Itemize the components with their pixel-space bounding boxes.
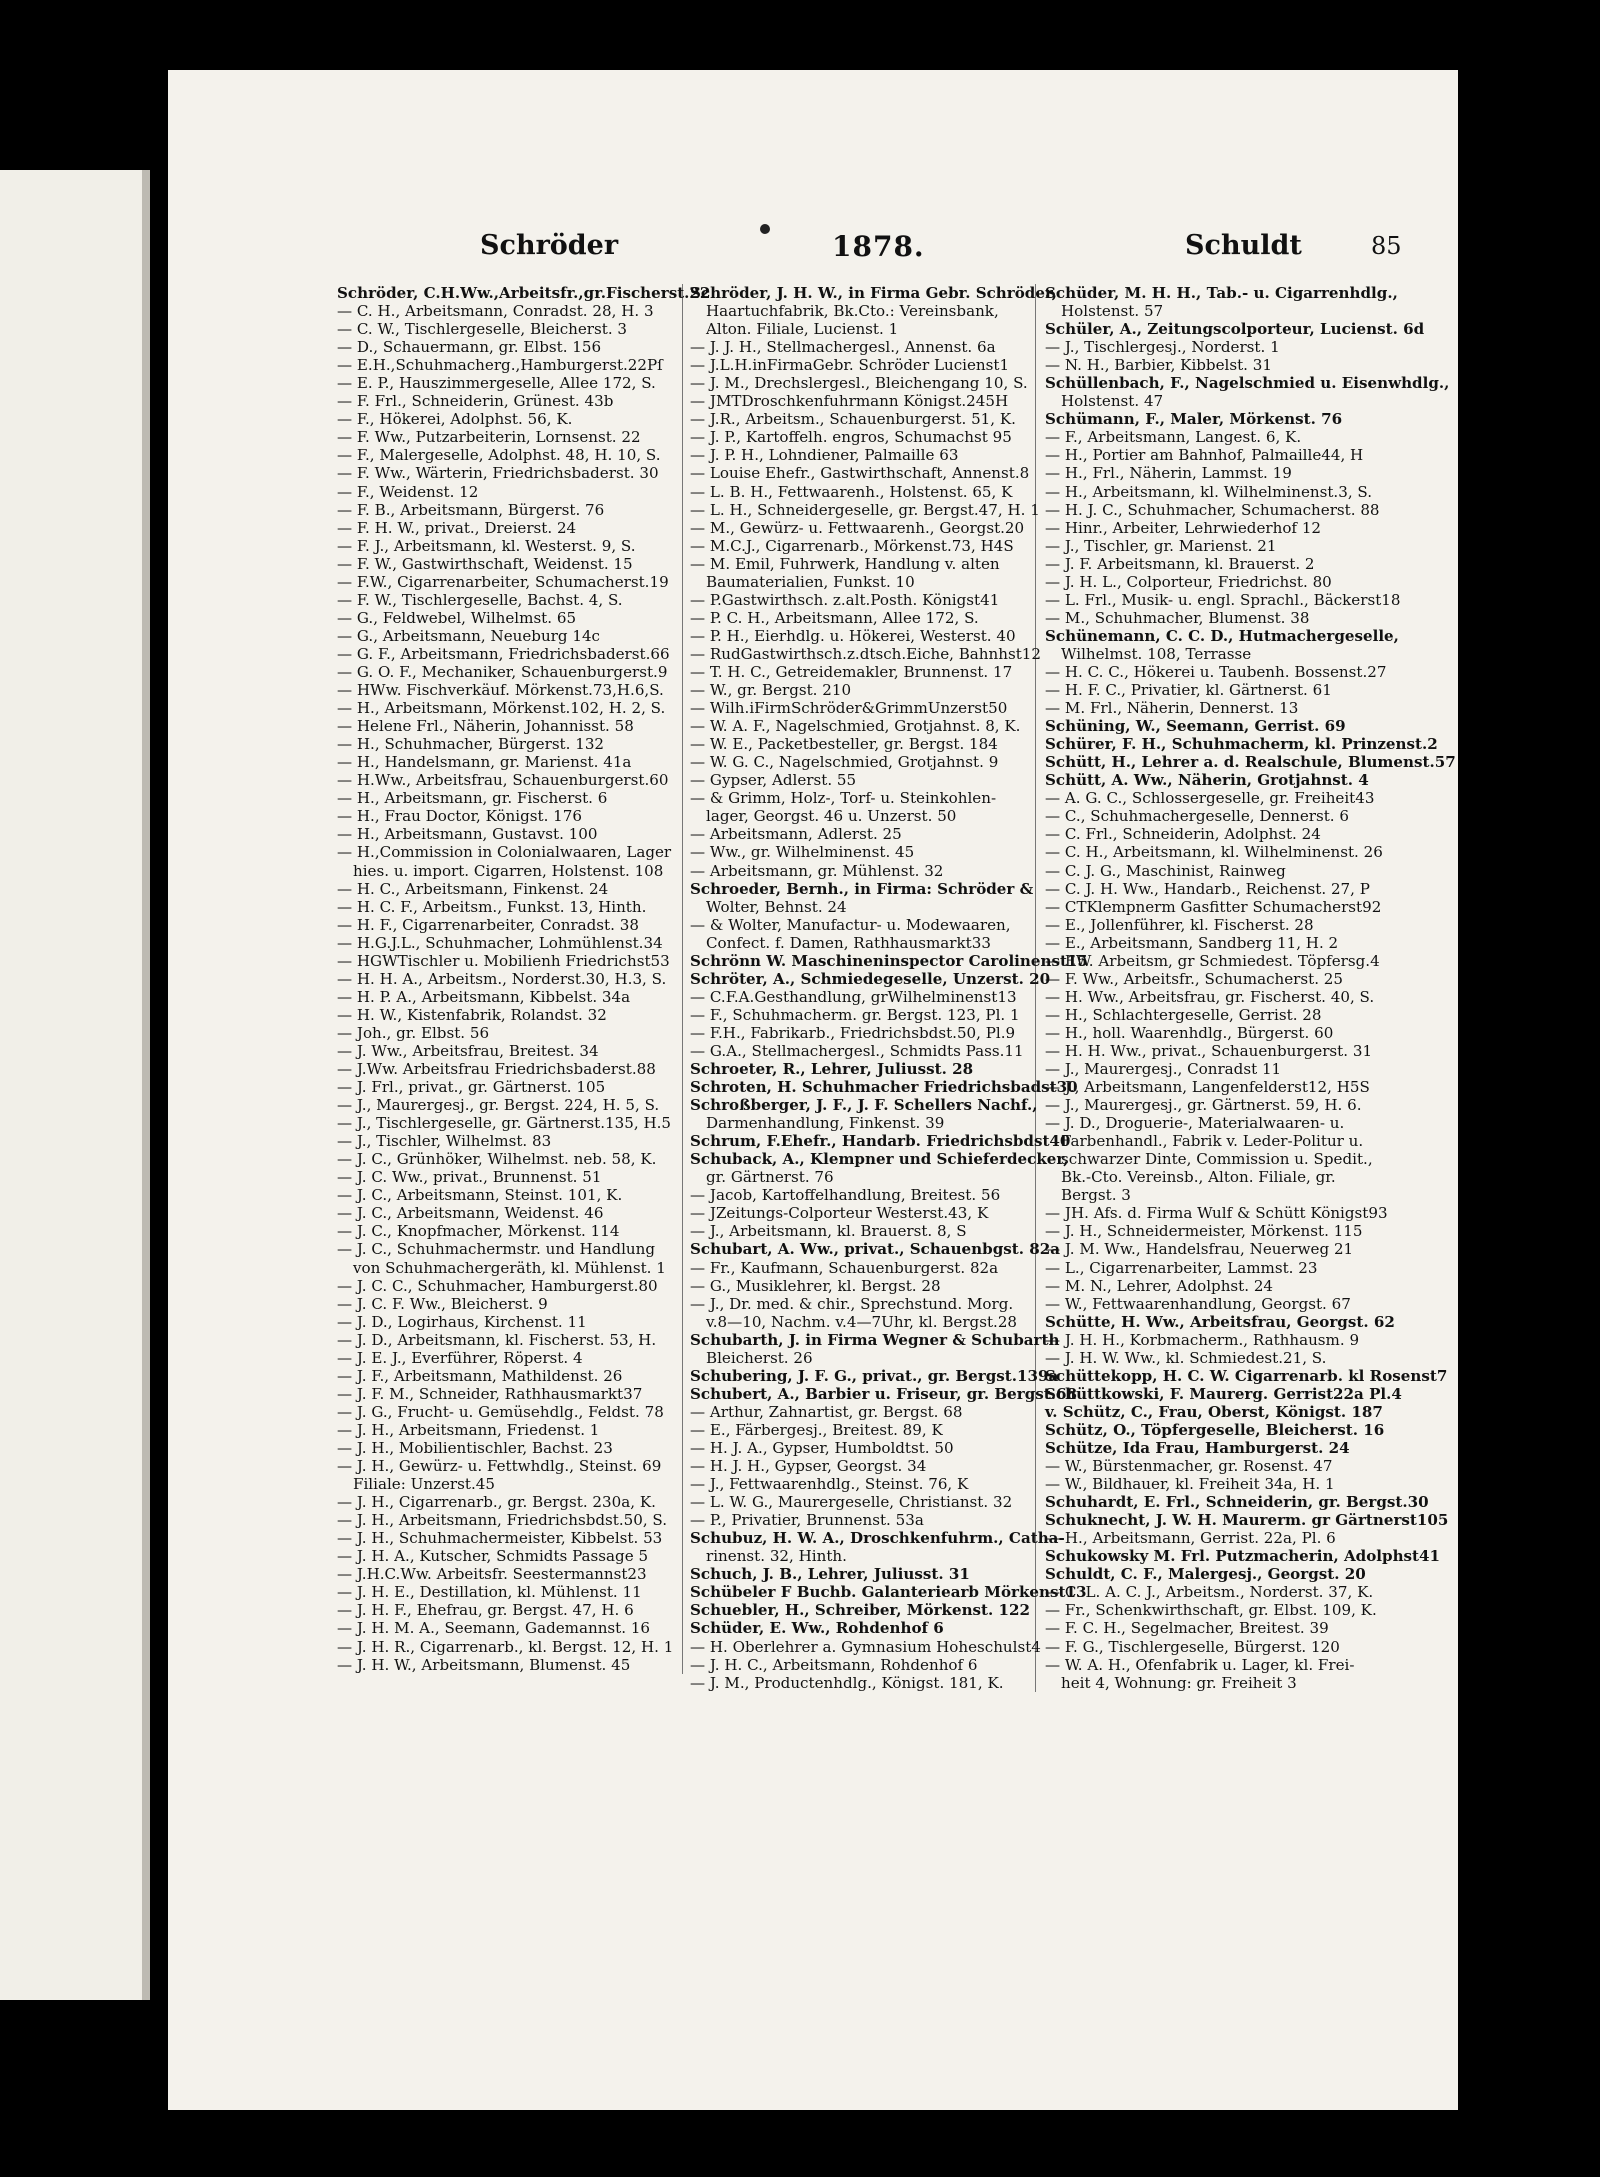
directory-entry: — M. Frl., Näherin, Dennerst. 13 [1045,699,1299,718]
directory-entry: — W., Fettwaarenhandlung, Georgst. 67 [1045,1294,1351,1313]
directory-entry: Schrum, F.Ehefr., Handarb. Friedrichsbdst40 [690,1132,1071,1151]
directory-entry: — H., Schlachtergeselle, Gerrist. 28 [1045,1005,1322,1024]
directory-entry: Schürer, F. H., Schuhmacherm, kl. Prinzenst.2 [1045,735,1438,754]
directory-entry: — C. H., Arbeitsmann, kl. Wilhelminenst. 26 [1045,843,1383,862]
directory-entry: — J., Maurergesj., gr. Bergst. 224, H. 5, S. [337,1096,660,1115]
directory-entry: Schütt, A. Ww., Näherin, Grotjahnst. 4 [1045,771,1369,790]
directory-entry: — J. M., Drechslergesl., Bleichengang 10, S. [690,374,1028,393]
directory-entry: Schroeter, R., Lehrer, Juliusst. 28 [690,1060,974,1079]
directory-entry: — J. C., Schuhmachermstr. und Handlung [337,1240,656,1259]
directory-entry: — F. Frl., Schneiderin, Grünest. 43b [337,392,614,411]
directory-entry: — C. J. G., Maschinist, Rainweg [1045,861,1286,880]
directory-entry: — J. D., Droguerie-, Materialwaaren- u. [1045,1114,1345,1133]
directory-entry: — G.A., Stellmachergesl., Schmidts Pass.11 [690,1041,1024,1060]
directory-entry: — Louise Ehefr., Gastwirthschaft, Annenst.8 [690,464,1030,483]
directory-entry: — J. C. Ww., privat., Brunnenst. 51 [337,1168,602,1187]
directory-entry: Schrönn W. Maschineninspector Carolinenst15 [690,951,1088,970]
directory-entry: — J. H. C., Arbeitsmann, Rohdenhof 6 [690,1655,978,1674]
directory-entry: — HWw. Fischverkäuf. Mörkenst.73,H.6,S. [337,681,664,700]
directory-entry: — J., Maurergesj., Conradst 11 [1045,1060,1282,1079]
directory-entry: — E.H.,Schuhmacherg.,Hamburgerst.22Pſ [337,356,663,375]
directory-entry: — J. C., Arbeitsmann, Weidenst. 46 [337,1204,604,1223]
page-number: 85 [1371,232,1402,260]
directory-entry: — W. A. H., Ofenfabrik u. Lager, kl. Frei- [1045,1655,1355,1674]
directory-entry: — RudGastwirthsch.z.dtsch.Eiche, Bahnhst12 [690,644,1041,663]
page-fold [142,170,150,2000]
directory-entry: — J. H. A., Kutscher, Schmidts Passage 5 [337,1547,649,1566]
directory-entry: Bk.-Cto. Vereinsb., Alton. Filiale, gr. [1061,1168,1336,1187]
directory-entry: — G., Arbeitsmann, Neueburg 14c [337,626,601,645]
directory-entry: — F. Ww., Putzarbeiterin, Lornsenst. 22 [337,428,641,447]
directory-entry: — F. J., Arbeitsmann, kl. Westerst. 9, S. [337,536,636,555]
directory-entry: — H., Frl., Näherin, Lammst. 19 [1045,464,1292,483]
directory-entry: Holstenst. 57 [1061,302,1164,321]
directory-entry: — J. F. M., Schneider, Rathhausmarkt37 [337,1384,643,1403]
directory-entry: — H., Arbeitsmann, Gerrist. 22a, Pl. 6 [1045,1529,1336,1548]
directory-entry: — J. H. W. Ww., kl. Schmiedest.21, S. [1045,1348,1327,1367]
directory-entry: Schubering, J. F. G., privat., gr. Bergst.139a [690,1366,1059,1385]
directory-entry: — H., Arbeitsmann, gr. Fischerst. 6 [337,789,608,808]
directory-entry: — G. F., Arbeitsmann, Friedrichsbaderst.66 [337,644,670,663]
directory-entry: — H. W., Kistenfabrik, Rolandst. 32 [337,1005,607,1024]
directory-entry: — H. F., Cigarrenarbeiter, Conradst. 38 [337,915,639,934]
directory-entry: — H., Frau Doctor, Königst. 176 [337,807,582,826]
directory-entry: — Ww., gr. Wilhelminenst. 45 [690,843,915,862]
directory-entry: — A. G. C., Schlossergeselle, gr. Freiheit43 [1045,789,1375,808]
directory-entry: — J. H. H., Korbmacherm., Rathhausm. 9 [1045,1330,1360,1349]
directory-entry: — J. H. L., Colporteur, Friedrichst. 80 [1045,572,1332,591]
directory-entry: — Gypser, Adlerst. 55 [690,771,857,790]
directory-entry: — T. H. C., Getreidemakler, Brunnenst. 17 [690,662,1013,681]
directory-entry: — L. H., Schneidergeselle, gr. Bergst.47, H. 1 [690,500,1040,519]
directory-entry: — JMTDroschkenfuhrmann Königst.245H [690,392,1009,411]
directory-entry: — C. W., Tischlergeselle, Bleicherst. 3 [337,320,628,339]
directory-entry: — J. Ww., Arbeitsfrau, Breitest. 34 [337,1041,599,1060]
directory-entry: Schümann, F., Maler, Mörkenst. 76 [1045,410,1343,429]
directory-entry: — J.H.C.Ww. Arbeitsfr. Seestermannst23 [337,1565,647,1584]
directory-entry: — H. H. A., Arbeitsm., Norderst.30, H.3, S. [337,969,667,988]
directory-entry: Schüllenbach, F., Nagelschmied u. Eisenwhdlg., [1045,374,1450,393]
directory-entry: Confect. f. Damen, Rathhausmarkt33 [706,933,991,952]
directory-entry: — W. E., Packetbesteller, gr. Bergst. 184 [690,735,998,754]
directory-entry: — J., Tischler, gr. Marienst. 21 [1045,536,1277,555]
directory-entry: — J., Arbeitsmann, kl. Brauerst. 8, S [690,1222,967,1241]
directory-entry: Schubuz, H. W. A., Droschkenfuhrm., Catha- [690,1529,1065,1548]
directory-entry: — G. O. F., Mechaniker, Schauenburgerst.9 [337,662,668,681]
directory-entry: — F., Schuhmacherm. gr. Bergst. 123, Pl. 1 [690,1005,1020,1024]
directory-entry: — L. B. H., Fettwaarenh., Holstenst. 65, K [690,482,1013,501]
directory-entry: — J. H., Arbeitsmann, Friedrichsbdst.50, S. [337,1511,668,1530]
directory-entry: — J.L.H.inFirmaGebr. Schröder Lucienst1 [690,356,1010,375]
directory-entry: — H. Ww., Arbeitsfrau, gr. Fischerst. 40, S. [1045,987,1375,1006]
directory-entry: — & Wolter, Manufactur- u. Modewaaren, [690,915,1011,934]
directory-entry: — C. Frl., Schneiderin, Adolphst. 24 [1045,825,1321,844]
directory-entry: — F. W., Gastwirthschaft, Weidenst. 15 [337,554,633,573]
header-left-keyword: Schröder [480,230,619,261]
directory-entry: — C., Schuhmachergeselle, Dennerst. 6 [1045,807,1349,826]
directory-entry: Schüttkowski, F. Maurerg. Gerrist22a Pl.4 [1045,1384,1402,1403]
directory-entry: — E., Arbeitsmann, Sandberg 11, H. 2 [1045,933,1339,952]
directory-entry: Schüler, A., Zeitungscolporteur, Lucienst. 6d [1045,320,1425,339]
directory-entry: — E., Färbergesj., Breitest. 89, K [690,1420,943,1439]
directory-entry: — J. C. F. Ww., Bleicherst. 9 [337,1294,548,1313]
directory-entry: — H. H. Ww., privat., Schauenburgerst. 31 [1045,1041,1373,1060]
directory-entry: — J. P., Kartoffelh. engros, Schumachst 95 [690,428,1012,447]
directory-entry: — J., Dr. med. & chir., Sprechstund. Morg. [690,1294,1014,1313]
directory-entry: Schuebler, H., Schreiber, Mörkenst. 122 [690,1601,1031,1620]
directory-entry: Schuknecht, J. W. H. Maurerm. gr Gärtnerst105 [1045,1511,1449,1530]
directory-entry: Filiale: Unzerst.45 [353,1475,495,1494]
directory-entry: Schüning, W., Seemann, Gerrist. 69 [1045,717,1346,736]
directory-entry: — W., Bildhauer, kl. Freiheit 34a, H. 1 [1045,1475,1335,1494]
directory-entry: — H. Oberlehrer a. Gymnasium Hoheschulst4 [690,1637,1041,1656]
directory-entry: — J. H. E., Destillation, kl. Mühlenst. 11 [337,1583,642,1602]
directory-entry: Haartuchfabrik, Bk.Cto.: Vereinsbank, [706,302,999,321]
directory-entry: — M. N., Lehrer, Adolphst. 24 [1045,1276,1274,1295]
directory-entry: — Joh., gr. Elbst. 56 [337,1023,490,1042]
directory-entry: Darmenhandlung, Finkenst. 39 [706,1114,945,1133]
directory-entry: — C.F.A.Gesthandlung, grWilhelminenst13 [690,987,1017,1006]
directory-entry: — J. H. R., Cigarrenarb., kl. Bergst. 12, H. 1 [337,1637,674,1656]
directory-entry: Schroßberger, J. F., J. F. Schellers Nachf., [690,1096,1038,1115]
directory-entry: heit 4, Wohnung: gr. Freiheit 3 [1061,1673,1297,1692]
directory-entry: — J. D., Logirhaus, Kirchenst. 11 [337,1312,587,1331]
directory-entry: — J. H., Schuhmachermeister, Kibbelst. 53 [337,1529,663,1548]
directory-entry: — J.Ww. Arbeitsfrau Friedrichsbaderst.88 [337,1060,656,1079]
directory-entry: — H. J. C., Schuhmacher, Schumacherst. 88 [1045,500,1380,519]
directory-entry: Schukowsky M. Frl. Putzmacherin, Adolphst41 [1045,1547,1441,1566]
directory-entry: Schroeder, Bernh., in Firma: Schröder & [690,879,1034,898]
directory-entry: — D., Schauermann, gr. Elbst. 156 [337,338,602,357]
column-3 [1045,284,1456,1692]
directory-entry: — F., Malergeselle, Adolphst. 48, H. 10, S. [337,446,661,465]
directory-entry: — M.C.J., Cigarrenarb., Mörkenst.73, H4S [690,536,1014,555]
directory-entry: gr. Gärtnerst. 76 [706,1168,834,1187]
left-page-edge [0,170,150,2000]
directory-entry: Schuhardt, E. Frl., Schneiderin, gr. Bergst.30 [1045,1493,1429,1512]
directory-entry: — M., Schuhmacher, Blumenst. 38 [1045,608,1310,627]
directory-entry: — P., Privatier, Brunnenst. 53a [690,1511,924,1530]
directory-entry: — H., Portier am Bahnhof, Palmaille44, H [1045,446,1364,465]
directory-entry: — CTKlempnerm Gasfitter Schumacherst92 [1045,897,1382,916]
directory-entry: — E. P., Hauszimmergeselle, Allee 172, S. [337,374,656,393]
directory-entry: — F., Arbeitsmann, Langest. 6, K. [1045,428,1302,447]
directory-entry: — C. H., Arbeitsmann, Conradst. 28, H. 3 [337,302,654,321]
directory-entry: — F.W., Cigarrenarbeiter, Schumacherst.19 [337,572,669,591]
directory-entry: — F. G., Tischlergeselle, Bürgerst. 120 [1045,1637,1340,1656]
directory-entry: — H.G.J.L., Schuhmacher, Lohmühlenst.34 [337,933,663,952]
directory-entry: — & Grimm, Holz-, Torf- u. Steinkohlen- [690,789,997,808]
directory-entry: — Arbeitsmann, Adlerst. 25 [690,825,902,844]
directory-entry: — M., Gewürz- u. Fettwaarenh., Georgst.20 [690,518,1025,537]
directory-entry: — W. A. F., Nagelschmied, Grotjahnst. 8, K. [690,717,1021,736]
directory-entry: — J. H. M. A., Seemann, Gademannst. 16 [337,1619,651,1638]
directory-entry: Schubart, A. Ww., privat., Schauenbgst. 82a [690,1240,1061,1259]
directory-entry: Schubert, A., Barbier u. Friseur, gr. Bergst.68 [690,1384,1077,1403]
directory-entry: — Arthur, Zahnartist, gr. Bergst. 68 [690,1402,963,1421]
directory-entry: — P. C. H., Arbeitsmann, Allee 172, S. [690,608,979,627]
directory-entry: Schütze, Ida Frau, Hamburgerst. 24 [1045,1439,1350,1457]
directory-entry: — E., Jollenführer, kl. Fischerst. 28 [1045,915,1314,934]
directory-entry: — H. J. A., Gypser, Humboldtst. 50 [690,1439,954,1457]
directory-entry: — W., gr. Bergst. 210 [690,681,852,700]
directory-entry: — P. H., Eierhdlg. u. Hökerei, Westerst. 40 [690,626,1016,645]
directory-entry: — L. W. G., Maurergeselle, Christianst. 32 [690,1493,1013,1512]
directory-entry: Schröder, C.H.Ww.,Arbeitsfr.,gr.Fischerst.22 [337,284,711,302]
header-year: 1878. [832,230,925,263]
directory-entry: — J. P. H., Lohndiener, Palmaille 63 [690,446,959,465]
directory-entry: — H., Arbeitsmann, Mörkenst.102, H. 2, S. [337,699,666,718]
directory-entry: Schübeler F Buchb. Galanteriearb Mörkenst13 [690,1583,1087,1602]
directory-entry: — L., Cigarrenarbeiter, Lammst. 23 [1045,1258,1318,1277]
directory-entry: schwarzer Dinte, Commission u. Spedit., [1061,1150,1373,1169]
directory-entry: — J. J. H., Stellmachergesl., Annenst. 6a [690,338,996,357]
directory-entry: — F. H. W., privat., Dreierst. 24 [337,518,577,537]
directory-entry: — Fr., Schenkwirthschaft, gr. Elbst. 109, K. [1045,1601,1377,1620]
directory-entry: — J. H. W., Arbeitsmann, Blumenst. 45 [337,1655,631,1674]
directory-entry: — J. H., Cigarrenarb., gr. Bergst. 230a, K. [337,1493,656,1512]
directory-entry: — EW. Arbeitsm, gr Schmiedest. Töpfersg.4 [1045,951,1380,970]
directory-entry: — G., Musiklehrer, kl. Bergst. 28 [690,1276,941,1295]
directory-entry: — H., Schuhmacher, Bürgerst. 132 [337,735,605,754]
directory-entry: — H., Arbeitsmann, kl. Wilhelminenst.3, S. [1045,482,1373,501]
directory-entry: v.8—10, Nachm. v.4—7Uhr, kl. Bergst.28 [706,1312,1018,1331]
directory-entry: — H.Ww., Arbeitsfrau, Schauenburgerst.60 [337,771,669,790]
directory-entry: — J. D., Arbeitsmann, kl. Fischerst. 53, H. [337,1330,657,1349]
directory-entry: — Helene Frl., Näherin, Johannisst. 58 [337,717,634,736]
directory-entry: Schütt, H., Lehrer a. d. Realschule, Blumenst.57 [1045,753,1456,772]
directory-entry: — J. F., Arbeitsmann, Mathildenst. 26 [337,1366,623,1385]
directory-entry: Schuback, A., Klempner und Schieferdecker, [690,1150,1069,1169]
directory-entry: von Schuhmachergeräth, kl. Mühlenst. 1 [353,1258,666,1277]
directory-entry: Alton. Filiale, Lucienst. 1 [706,320,899,339]
directory-entry: — H. J. H., Gypser, Georgst. 34 [690,1457,927,1476]
directory-entry: Schuch, J. B., Lehrer, Juliusst. 31 [690,1565,970,1584]
directory-entry: — W. G. C., Nagelschmied, Grotjahnst. 9 [690,753,999,772]
directory-entry: — JH. Afs. d. Firma Wulf & Schütt Königst93 [1045,1204,1388,1223]
directory-entry: v. Schütz, C., Frau, Oberst, Königst. 187 [1045,1402,1383,1421]
directory-entry: — J., Tischler, Wilhelmst. 83 [337,1132,552,1151]
directory-entry: — J. M. Ww., Handelsfrau, Neuerweg 21 [1045,1240,1354,1259]
directory-entry: — J.R., Arbeitsm., Schauenburgerst. 51, K. [690,410,1016,429]
directory-entry: Schuldt, C. F., Malergesj., Georgst. 20 [1045,1565,1366,1584]
directory-entry: — H. C. C., Hökerei u. Taubenh. Bossenst.27 [1045,662,1387,681]
directory-entry: Holstenst. 47 [1061,392,1164,411]
directory-entry: hies. u. import. Cigarren, Holstenst. 108 [353,861,664,880]
directory-entry: — J. H., Gewürz- u. Fettwhdlg., Steinst. 69 [337,1457,662,1476]
directory-entry: — J., Tischlergesj., Norderst. 1 [1045,338,1280,357]
header-right-keyword: Schuldt [1185,230,1302,261]
directory-entry: Schüder, M. H. H., Tab.- u. Cigarrenhdlg., [1045,284,1398,302]
directory-entry: — F. C. H., Segelmacher, Breitest. 39 [1045,1619,1329,1638]
directory-entry: — J. E. J., Everführer, Röperst. 4 [337,1348,583,1367]
directory-entry: Schroten, H. Schuhmacher Friedrichsbadst30 [690,1078,1078,1097]
directory-entry: rinenst. 32, Hinth. [706,1547,847,1566]
directory-entry: — H.,Commission in Colonialwaaren, Lager [337,843,672,862]
directory-entry: — C. J. H. Ww., Handarb., Reichenst. 27, P [1045,879,1370,898]
directory-entry: Bleicherst. 26 [706,1348,813,1367]
directory-entry: Schubarth, J. in Firma Wegner & Schubarth [690,1330,1060,1349]
column-1 [337,284,711,1674]
directory-entry: — F. B., Arbeitsmann, Bürgerst. 76 [337,500,605,519]
directory-entry: — G., Feldwebel, Wilhelmst. 65 [337,608,577,627]
page-header [170,230,1438,270]
directory-entry: — J., Maurergesj., gr. Gärtnerst. 59, H. 6. [1045,1096,1362,1115]
directory-entry: — HGWTischler u. Mobilienh Friedrichst53 [337,951,670,970]
directory-entry: — M. Emil, Fuhrwerk, Handlung v. alten [690,554,1000,573]
directory-entry: — C. L. A. C. J., Arbeitsm., Norderst. 37, K. [1045,1583,1374,1602]
directory-entry: — N. H., Barbier, Kibbelst. 31 [1045,356,1272,375]
directory-entry: — H. C., Arbeitsmann, Finkenst. 24 [337,879,609,898]
directory-entry: — J. Frl., privat., gr. Gärtnerst. 105 [337,1078,606,1097]
directory-entry: Schröter, A., Schmiedegeselle, Unzerst. 20 [690,969,1051,988]
directory-entry: — F.H., Fabrikarb., Friedrichsbdst.50, Pl.9 [690,1023,1016,1042]
directory-entry: — J. H., Schneidermeister, Mörkenst. 115 [1045,1222,1363,1241]
directory-entry: — F. W., Tischlergeselle, Bachst. 4, S. [337,590,623,609]
directory-entry: Schütte, H. Ww., Arbeitsfrau, Georgst. 62 [1045,1312,1395,1331]
directory-entry: — J., Arbeitsmann, Langenfelderst12, H5S [1045,1078,1370,1097]
directory-entry: Wilhelmst. 108, Terrasse [1061,644,1252,663]
directory-entry: — H., holl. Waarenhdlg., Bürgerst. 60 [1045,1023,1334,1042]
directory-entry: — Arbeitsmann, gr. Mühlenst. 32 [690,861,944,880]
directory-entry: — Wilh.iFirmSchröder&GrimmUnzerst50 [690,699,1008,718]
directory-entry: — J. H., Arbeitsmann, Friedenst. 1 [337,1420,600,1439]
directory-entry: — H., Arbeitsmann, Gustavst. 100 [337,825,598,844]
directory-entry: — J. M., Productenhdlg., Königst. 181, K. [690,1673,1004,1692]
directory-entry: — H. F. C., Privatier, kl. Gärtnerst. 61 [1045,681,1332,700]
directory-entry: — Fr., Kaufmann, Schauenburgerst. 82a [690,1258,999,1277]
directory-entry: — F. Ww., Wärterin, Friedrichsbaderst. 30 [337,464,659,483]
directory-entry: — W., Bürstenmacher, gr. Rosenst. 47 [1045,1457,1333,1476]
directory-entry: — J., Tischlergeselle, gr. Gärtnerst.135, H.5 [337,1114,672,1133]
directory-entry: — Hinr., Arbeiter, Lehrwiederhof 12 [1045,518,1322,537]
directory-entry: Schüder, E. Ww., Rohdenhof 6 [690,1619,944,1638]
directory-entry: lager, Georgst. 46 u. Unzerst. 50 [706,807,957,826]
directory-entry: Farbenhandl., Fabrik v. Leder-Politur u. [1061,1132,1364,1151]
directory-entry: Schüttekopp, H. C. W. Cigarrenarb. kl Rosenst7 [1045,1366,1448,1385]
directory-entry: Baumaterialien, Funkst. 10 [706,572,915,591]
directory-entry: Schütz, O., Töpfergeselle, Bleicherst. 16 [1045,1420,1385,1439]
directory-entry: — J. G., Frucht- u. Gemüsehdlg., Feldst. 78 [337,1402,664,1421]
directory-entry: — JZeitungs-Colporteur Westerst.43, K [690,1204,989,1223]
directory-entry: — J. C. C., Schuhmacher, Hamburgerst.80 [337,1276,658,1295]
directory-entry: — F., Hökerei, Adolphst. 56, K. [337,410,573,429]
directory-entry: — J. F. Arbeitsmann, kl. Brauerst. 2 [1045,554,1315,573]
directory-entry: Schünemann, C. C. D., Hutmachergeselle, [1045,626,1399,645]
directory-entry: — F., Weidenst. 12 [337,482,479,501]
directory-entry: — L. Frl., Musik- u. engl. Sprachl., Bäckerst18 [1045,590,1401,609]
directory-entry: — H. P. A., Arbeitsmann, Kibbelst. 34a [337,987,631,1006]
directory-entry: — H. C. F., Arbeitsm., Funkst. 13, Hinth. [337,897,647,916]
directory-entry: — J. C., Grünhöker, Wilhelmst. neb. 58, K. [337,1150,657,1169]
directory-entry: — H., Handelsmann, gr. Marienst. 41a [337,753,632,772]
column-2 [690,284,1088,1692]
directory-entry: Bergst. 3 [1061,1186,1131,1205]
directory-entry: Schröder, J. H. W., in Firma Gebr. Schröder, [690,284,1058,302]
directory-entry: — J. C., Knopfmacher, Mörkenst. 114 [337,1222,620,1241]
directory-entry: — Jacob, Kartoffelhandlung, Breitest. 56 [690,1186,1001,1205]
directory-entry: — J. H., Mobilientischler, Bachst. 23 [337,1439,613,1457]
directory-entry: — J. C., Arbeitsmann, Steinst. 101, K. [337,1186,623,1205]
directory-entry: — F. Ww., Arbeitsfr., Schumacherst. 25 [1045,969,1344,988]
directory-entry: Wolter, Behnst. 24 [706,897,847,916]
directory-entry: — P.Gastwirthsch. z.alt.Posth. Königst41 [690,590,1000,609]
directory-entry: — J. H. F., Ehefrau, gr. Bergst. 47, H. 6 [337,1601,634,1620]
directory-entry: — J., Fettwaarenhdlg., Steinst. 76, K [690,1475,969,1494]
